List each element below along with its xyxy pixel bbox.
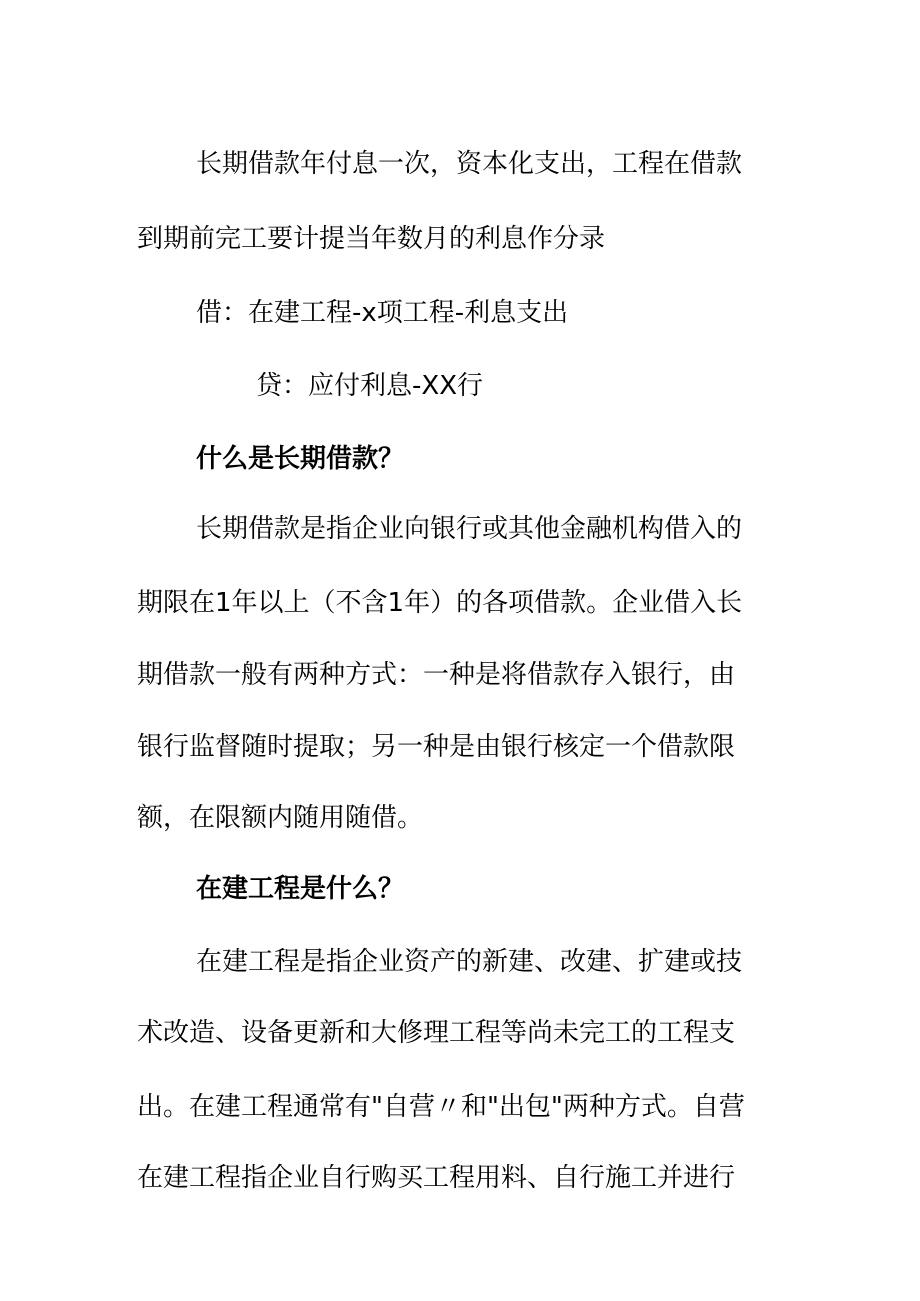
- paragraph-3-line-4: 在建工程指企业自行购买工程用料、自行施工并进行: [137, 1163, 736, 1193]
- paragraph-2-line-4: 银行监督随时提取；另一种是由银行核定一个借款限: [137, 732, 736, 762]
- heading-construction-in-progress: 在建工程是什么？: [196, 874, 405, 904]
- paragraph-2-line-5: 额，在限额内随用随借。: [137, 803, 424, 833]
- paragraph-2-line-1: 长期借款是指企业向银行或其他金融机构借入的: [196, 514, 743, 544]
- heading-long-term-loan: 什么是长期借款？: [196, 444, 405, 474]
- paragraph-1-line-1: 长期借款年付息一次，资本化支出，工程在借款: [196, 149, 743, 179]
- paragraph-3-line-1: 在建工程是指企业资产的新建、改建、扩建或技: [196, 947, 743, 977]
- paragraph-1-line-2: 到期前完工要计提当年数月的利息作分录: [137, 224, 606, 254]
- paragraph-2-line-2: 期限在1年以上（不含1年）的各项借款。企业借入长: [137, 588, 743, 618]
- paragraph-3-line-2: 术改造、设备更新和大修理工程等尚未完工的工程支: [137, 1018, 736, 1048]
- paragraph-2-line-3: 期借款一般有两种方式：一种是将借款存入银行，由: [137, 660, 736, 690]
- debit-entry: 借：在建工程-x项工程-利息支出: [196, 298, 569, 328]
- credit-entry: 贷：应付利息-XX行: [256, 371, 484, 401]
- paragraph-3-line-3: 出。在建工程通常有"自营〃和"出包"两种方式。自营: [137, 1092, 745, 1122]
